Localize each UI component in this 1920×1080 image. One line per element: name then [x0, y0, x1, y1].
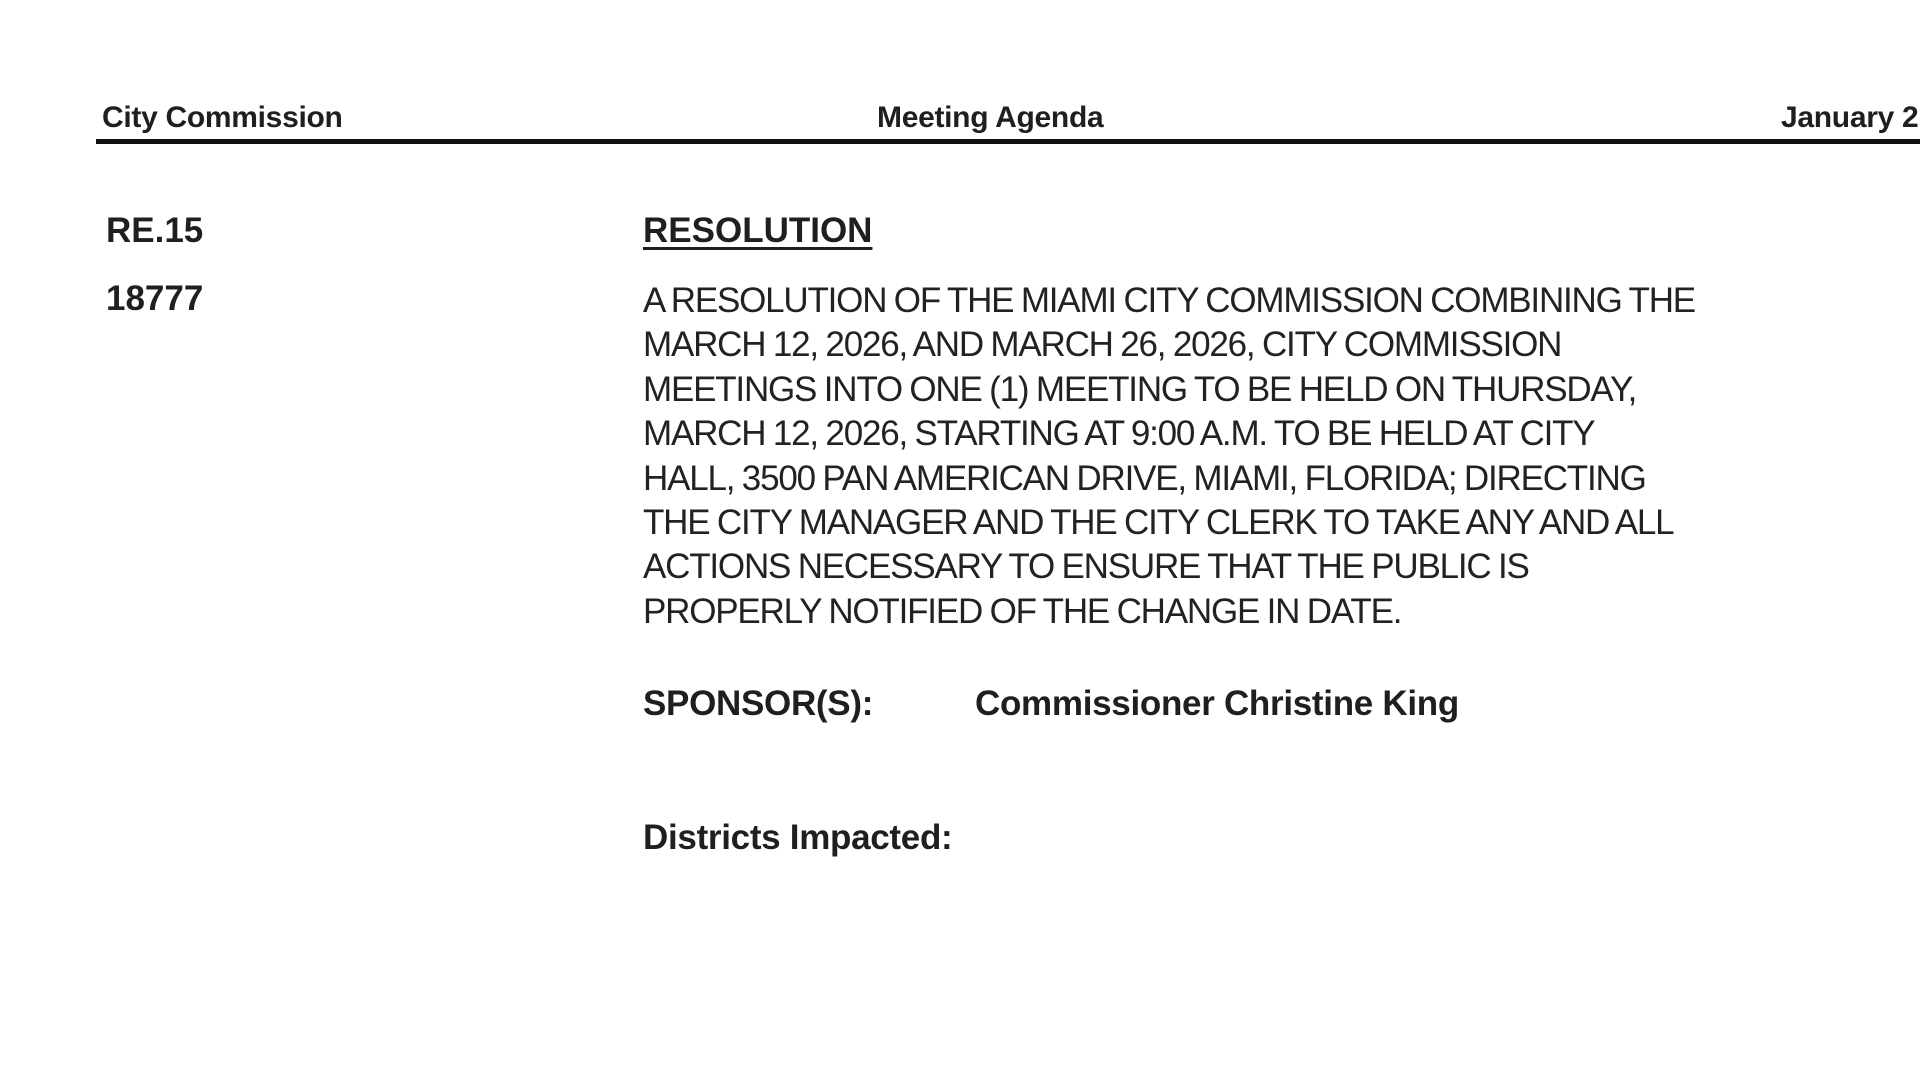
resolution-title-line: ACTIONS NECESSARY TO ENSURE THAT THE PUBLIC IS	[643, 547, 1529, 587]
header-meeting-date: January 2	[1781, 101, 1919, 134]
agenda-item-code: RE.15	[106, 211, 204, 250]
header-body-name: City Commission	[102, 101, 343, 134]
resolution-title	[643, 279, 1920, 634]
resolution-title-line: THE CITY MANAGER AND THE CITY CLERK TO TAKE ANY AND ALL	[643, 503, 1674, 543]
resolution-title-line: A RESOLUTION OF THE MIAMI CITY COMMISSION COMBINING THE	[643, 281, 1695, 320]
sponsor-label: SPONSOR(S):	[643, 684, 874, 723]
resolution-title-line: PROPERLY NOTIFIED OF THE CHANGE IN DATE.	[643, 591, 1402, 631]
agenda-file-number: 18777	[106, 279, 204, 318]
resolution-title-line: HALL, 3500 PAN AMERICAN DRIVE, MIAMI, FLORIDA; DIRECTING	[643, 458, 1646, 498]
resolution-title-line: MARCH 12, 2026, AND MARCH 26, 2026, CITY COMMISSION	[643, 325, 1562, 365]
item-type-heading: RESOLUTION	[643, 211, 873, 250]
resolution-title-line: MEETINGS INTO ONE (1) MEETING TO BE HELD ON THURSDAY,	[643, 369, 1637, 409]
header-document-title: Meeting Agenda	[877, 101, 1104, 134]
sponsor-name: Commissioner Christine King	[975, 684, 1459, 723]
resolution-title-line: MARCH 12, 2026, STARTING AT 9:00 A.M. TO BE HELD AT CITY	[643, 414, 1595, 454]
districts-impacted-label: Districts Impacted:	[643, 818, 953, 857]
header-divider	[96, 139, 1920, 144]
